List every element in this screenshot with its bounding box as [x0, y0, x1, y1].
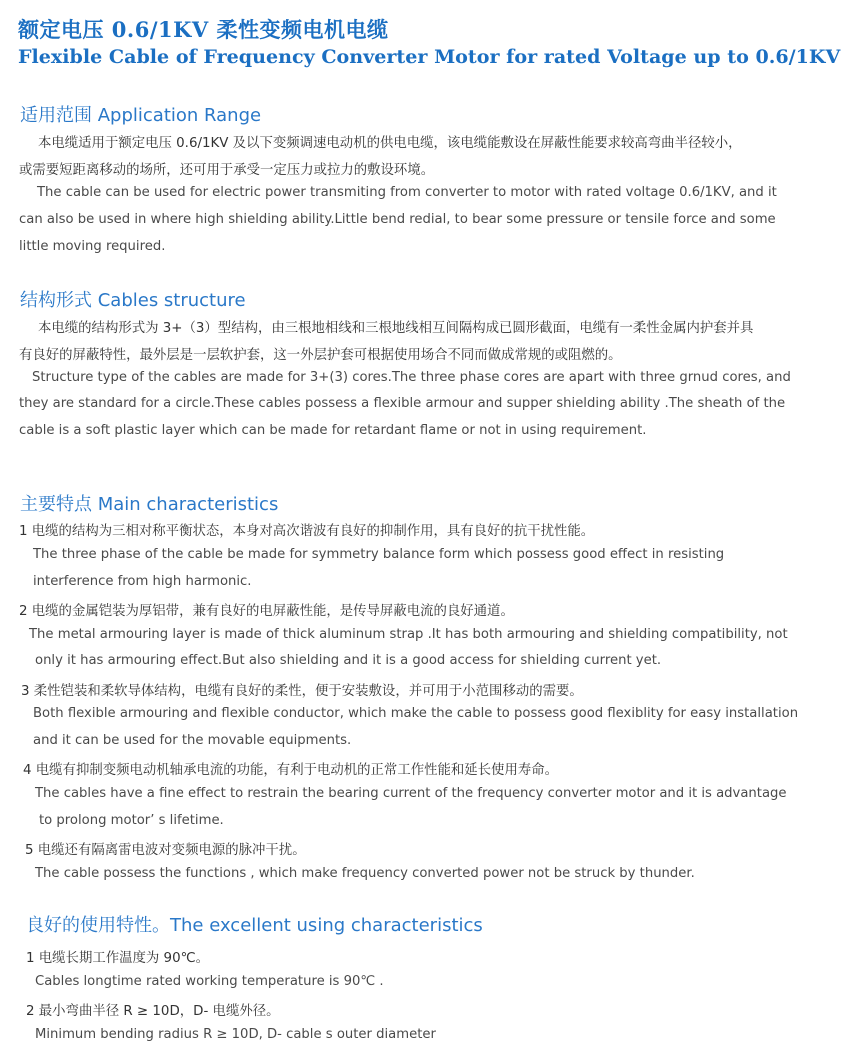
list-item: 2 电缆的金属铠装为厚铝带，兼有良好的电屏蔽性能，是传导屏蔽电流的良好通道。: [19, 604, 514, 619]
list-item: 4 电缆有抑制变频电动机轴承电流的功能，有利于电动机的正常工作性能和延长使用寿命。: [23, 763, 559, 778]
paragraph-line: Minimum bending radius R ≥ 10D, D- cable s outer diameter: [35, 1027, 436, 1042]
paragraph-line: The three phase of the cable be made for symmetry balance form which possess good effect in resisting: [33, 547, 725, 562]
paragraph-line: cable is a soft plastic layer which can be made for retardant flame or not in using requirement.: [19, 423, 647, 438]
paragraph-line: interference from high harmonic.: [33, 574, 252, 589]
paragraph-line: 本电缆适用于额定电压 0.6/1KV 及以下变频调速电动机的供电电缆，该电缆能敷设在屏蔽性能要求较高弯曲半径较小，: [38, 136, 742, 151]
paragraph-line: they are standard for a circle.These cables possess a flexible armour and supper shielding ability .The sheath of the: [19, 396, 786, 411]
section-heading: 结构形式 Cables structure: [20, 290, 246, 311]
paragraph-line: The cable can be used for electric power transmiting from converter to motor with rated voltage 0.6/1KV, and it: [37, 185, 777, 200]
paragraph-line: only it has armouring effect.But also shielding and it is a good access for shielding current yet.: [35, 653, 662, 668]
paragraph-line: 有良好的屏蔽特性，最外层是一层软护套，这一外层护套可根据使用场合不同而做成常规的或阻燃的。: [19, 348, 622, 363]
document-title-cn: 额定电压 0.6/1KV 柔性变频电机电缆: [18, 17, 389, 42]
paragraph-line: can also be used in where high shielding ability.Little bend redial, to bear some pressure or tensile force and some: [19, 212, 776, 227]
list-item: 1 电缆长期工作温度为 90℃。: [26, 951, 210, 966]
paragraph-line: Both flexible armouring and flexible conductor, which make the cable to possess good flexiblity for easy installation: [33, 706, 799, 721]
document-title-en: Flexible Cable of Frequency Converter Motor for rated Voltage up to 0.6/1KV: [18, 46, 841, 68]
paragraph-line: 或需要短距离移动的场所，还可用于承受一定压力或拉力的敷设环境。: [19, 163, 435, 178]
paragraph-line: to prolong motor’ s lifetime.: [39, 813, 224, 828]
section-heading: 适用范围 Application Range: [20, 105, 262, 126]
paragraph-line: The cables have a fine effect to restrain the bearing current of the frequency converter motor and it is advantage: [35, 786, 787, 801]
list-item: 1 电缆的结构为三相对称平衡状态，本身对高次谐波有良好的抑制作用，具有良好的抗干扰性能。: [19, 524, 595, 539]
paragraph-line: and it can be used for the movable equipments.: [33, 733, 352, 748]
section-heading: 良好的使用特性。The excellent using characteristics: [26, 915, 483, 936]
list-item: 2 最小弯曲半径 R ≥ 10D，D- 电缆外径。: [26, 1004, 280, 1019]
section-heading: 主要特点 Main characteristics: [20, 494, 279, 515]
paragraph-line: Cables longtime rated working temperature is 90℃ .: [35, 974, 384, 989]
paragraph-line: 本电缆的结构形式为 3+（3）型结构，由三根地相线和三根地线相互间隔构成已圆形截面，电缆有一柔性金属内护套并具: [38, 321, 754, 336]
paragraph-line: The cable possess the functions , which make frequency converted power not be struck by thunder.: [35, 866, 695, 881]
paragraph-line: little moving required.: [19, 239, 166, 254]
list-item: 5 电缆还有隔离雷电波对变频电源的脉冲干扰。: [25, 843, 306, 858]
list-item: 3 柔性铠装和柔软导体结构，电缆有良好的柔性，便于安装敷设，并可用于小范围移动的需要。: [21, 684, 583, 699]
paragraph-line: The metal armouring layer is made of thick aluminum strap .It has both armouring and shielding compatibility, not: [29, 627, 788, 642]
paragraph-line: Structure type of the cables are made for 3+(3) cores.The three phase cores are apart with three grnud cores, and: [32, 370, 791, 385]
